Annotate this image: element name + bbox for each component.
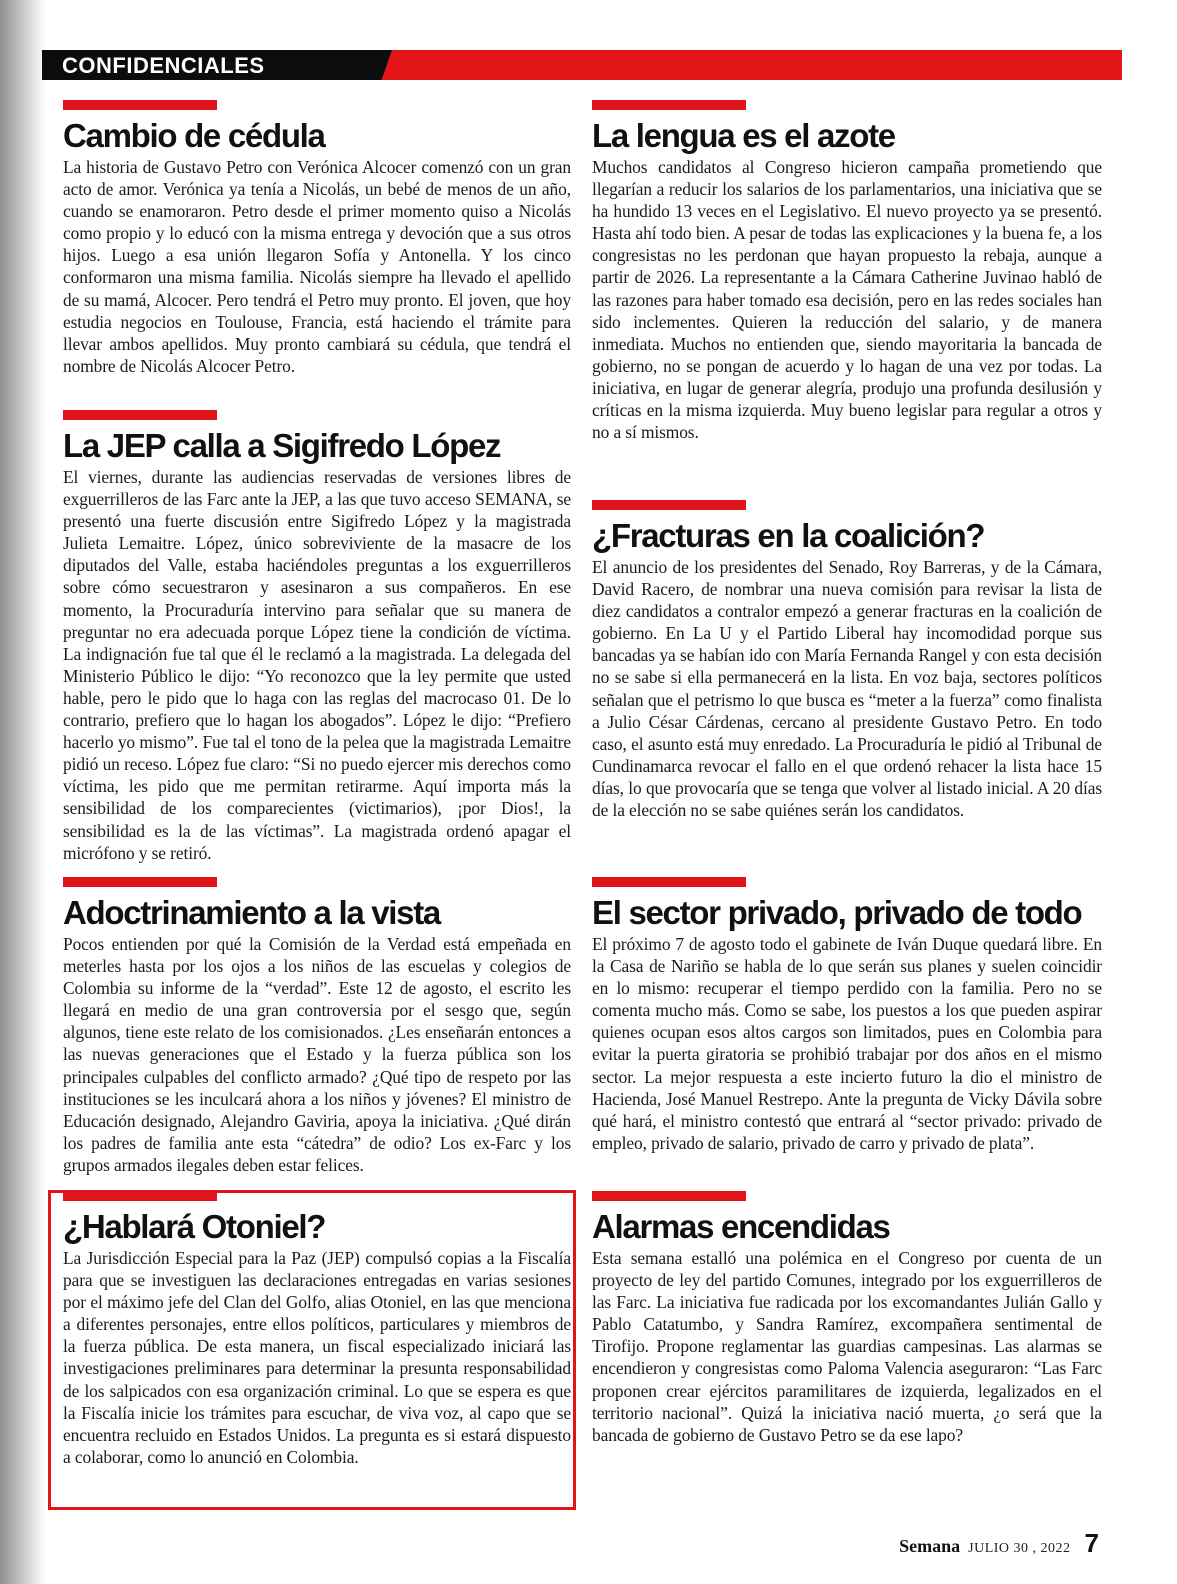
headline-accent-bar — [592, 877, 746, 887]
headline-accent-bar — [592, 100, 746, 110]
page-number: 7 — [1084, 1528, 1099, 1558]
issue-date: JULIO 30 , 2022 — [968, 1541, 1071, 1556]
article-headline: La lengua es el azote — [592, 117, 895, 154]
highlight-box — [48, 1190, 576, 1510]
headline-accent-bar — [63, 410, 217, 420]
article-body: La Jurisdicción Especial para la Paz (JEP) compulsó copias a la Fiscalía para que se investiguen las declaraciones entregadas en varias sesiones por el máximo jefe del Clan del Golfo, alias Otoniel, en las que menciona a diferentes personajes, entre ellos políticos, particulares y miembros de la fuerza pública. De esta manera, un fiscal especializado iniciará las investigaciones preliminares para determinar la presunta responsabilidad de los salpicados con esa organización criminal. Lo que se espera es que la Fiscalía inicie los trámites para escuchar, de viva voz, al capo que se encuentra recluido en Estados Unidos. La pregunta es si estará dispuesto a colaborar, como lo anunció en Colombia. — [63, 1248, 571, 1467]
article-headline: La JEP calla a Sigifredo López — [63, 427, 501, 464]
article-headline: Adoctrinamiento a la vista — [63, 894, 440, 931]
article-body: El anuncio de los presidentes del Senado, Roy Barreras, y de la Cámara, David Racero, de nombrar una nueva comisión para revisar la lista de diez candidatos a contralor empezó a generar fracturas en la coalición de gobierno. En La U y el Partido Liberal hay incomodidad porque sus bancadas ya se habían ido con María Fernanda Rangel y con esta decisión no se sabe si ella permanecerá en la lista. En voz baja, sectores políticos señalan que el petrismo lo que busca es “meter a la fuerza” como finalista a Julio César Cárdenas, cercano al presidente Gustavo Petro. En todo caso, el asunto está muy enredado. La Procuraduría le pidió al Tribunal de Cundinamarca revocar el fallo en el que ordenó rehacer la lista hace 15 días, lo que provocaría que se tenga que volver al listado inicial. A 20 días de la elección no se sabe quiénes serán los candidatos. — [592, 557, 1102, 821]
article-body: El viernes, durante las audiencias reservadas de versiones libres de exguerrilleros de las Farc ante la JEP, a las que tuvo acceso SEMANA, se presentó una fuerte discusión entre Sigifredo López y la magistrada Julieta Lemaitre. López, único sobreviviente de la masacre de los diputados del Valle, estaba haciéndoles preguntas a los exguerrilleros sobre cómo secuestraron y asesinaron a sus compañeros. En ese momento, la Procuraduría intervino para señalar que su manera de preguntar no era adecuada porque López tiene la condición de víctima. La indignación fue tal que él le reclamó a la magistrada. La delegada del Ministerio Público le dijo: “Yo reconozco que la ley permite que usted hable, pero le pido que lo haga con las reglas del macrocaso 01. De lo contrario, prefiero que lo hagan los abogados”. López le dijo: “Prefiero hacerlo yo mismo”. Fue tal el tono de la pelea que la magistrada Lemaitre pidió un receso. López fue claro: “Si no puedo ejercer mis derechos como víctima, les pido que me permitan retirarme. Aquí importa más la sensibilidad de los comparecientes (victimarios), ¡por Dios!, la sensibilidad es la de las víctimas”. La magistrada ordenó apagar el micrófono y se retiró. — [63, 467, 571, 863]
article-headline: El sector privado, privado de todo — [592, 894, 1082, 931]
article-body: Pocos entienden por qué la Comisión de la Verdad está empeñada en meterles hasta por los ojos a los niños de las escuelas y colegios de Colombia su informe de la “verdad”. Este 12 de agosto, el escrito les llegará en medio de una gran controversia por el sesgo que, según algunos, tiene este relato de los comisionados. ¿Les enseñarán entonces a las nuevas generaciones que el Estado y la fuerza pública son los principales culpables del conflicto armado? ¿Qué tipo de respeto por las instituciones se les inculcará ahora a los niños y jóvenes? El ministro de Educación designado, Alejandro Gaviria, apoya la iniciativa. ¿Qué dirán los padres de familia ante esta “cátedra” de odio? Los ex-Farc y los grupos armados ilegales deben estar felices. — [63, 934, 571, 1175]
article-headline: ¿Hablará Otoniel? — [63, 1208, 326, 1245]
article-body: Esta semana estalló una polémica en el Congreso por cuenta de un proyecto de ley del partido Comunes, integrado por los exguerrilleros de las Farc. La iniciativa fue radicada por los excomandantes Julián Gallo y Pablo Catatumbo, y Sandra Ramírez, excompañera sentimental de Tirofijo. Propone reglamentar las guardias campesinas. Las alarmas se encendieron y congresistas como Paloma Valencia aseguraron: “Las Farc proponen crear ejércitos paramilitares de izquierda, legalizados en el territorio nacional”. Quizá la iniciativa nació muerta, ¿o será que la bancada de gobierno de Gustavo Petro se da ese lapo? — [592, 1248, 1102, 1445]
article-body: El próximo 7 de agosto todo el gabinete de Iván Duque quedará libre. En la Casa de Nariño se habla de lo que serán sus planes y suelen coincidir en lo mismo: recuperar el tiempo perdido con la familia. Pero no se comenta mucho más. Como se sabe, los puestos a los que pueden aspirar quienes ocupan esos altos cargos son limitados, pues en Colombia para evitar la puerta giratoria se prohibió trabajar por dos años en el mismo sector. La mejor respuesta a este incierto futuro la dio el ministro de Hacienda, José Manuel Restrepo. Ante la pregunta de Vicky Dávila sobre qué hará, el ministro contestó que entrará al “sector privado: privado de empleo, privado de salario, privado de carro y privado de plata”. — [592, 934, 1102, 1153]
page-binding-shadow — [0, 0, 46, 1584]
article-body: Muchos candidatos al Congreso hicieron campaña prometiendo que llegarían a reducir los salarios de los parlamentarios, una iniciativa que se ha hundido 13 veces en el Legislativo. El nuevo proyecto ya se presentó. Hasta ahí todo bien. A pesar de todas las explicaciones y la buena fe, a los congresistas no les perdonan que hayan propuesto la rebaja, aunque a partir de 2026. La representante a la Cámara Catherine Juvinao habló de las razones para haber tomado esa decisión, pero en las redes sociales han sido inclementes. Quieren la reducción del salario, y de manera inmediata. Muchos no entienden que, siendo mayoritaria la bancada de gobierno, no se pongan de acuerdo y lo hagan de una vez por todas. La iniciativa, en lugar de generar alegría, produjo una profunda desilusión y críticas en la misma izquierda. Muy bueno legislar para regular a otros y no a sí mismos. — [592, 157, 1102, 443]
article-cambio-cedula — [63, 100, 571, 377]
article-fracturas — [592, 500, 1102, 821]
page-footer — [899, 1528, 1099, 1559]
article-sector-privado — [592, 877, 1102, 1154]
article-body: La historia de Gustavo Petro con Verónica Alcocer comenzó con un gran acto de amor. Verónica ya tenía a Nicolás, un bebé de menos de un año, cuando se enamoraron. Petro desde el primer momento quiso a Nicolás como propio y lo educó con la misma entrega y devoción que a sus otros hijos. Luego a esa unión llegaron Sofía y Antonella. Y los cinco conformaron una misma familia. Nicolás siempre ha llevado el apellido de su mamá, Alcocer. Pero tendrá el Petro muy pronto. El joven, que hoy estudia negocios en Toulouse, Francia, está haciendo el trámite para llevar ambos apellidos. Muy pronto cambiará su cédula, que tendrá el nombre de Nicolás Alcocer Petro. — [63, 157, 571, 376]
article-headline: Alarmas encendidas — [592, 1208, 890, 1245]
article-adoctrinamiento — [63, 877, 571, 1176]
headline-accent-bar — [63, 100, 217, 110]
article-lengua-azote — [592, 100, 1102, 443]
article-jep-calla — [63, 410, 571, 864]
article-headline: Cambio de cédula — [63, 117, 325, 154]
section-label: CONFIDENCIALES — [62, 53, 265, 78]
headline-accent-bar — [592, 1191, 746, 1201]
section-header-bar — [42, 50, 1122, 80]
article-alarmas — [592, 1191, 1102, 1446]
headline-accent-bar — [63, 877, 217, 887]
article-headline: ¿Fracturas en la coalición? — [592, 517, 985, 554]
headline-accent-bar — [592, 500, 746, 510]
magazine-name: Semana — [899, 1536, 961, 1556]
